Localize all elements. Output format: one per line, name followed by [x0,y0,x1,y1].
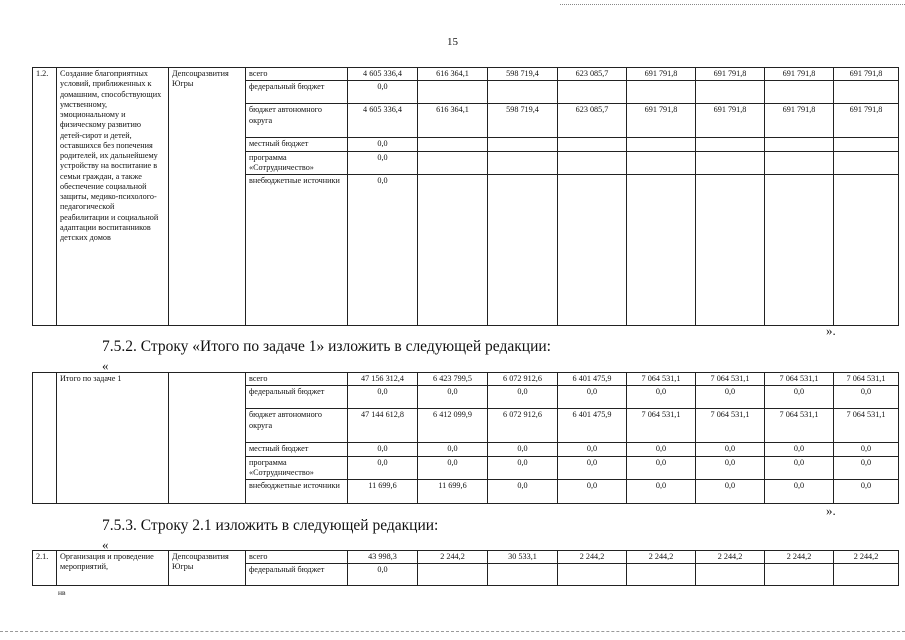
responsible-executor [169,373,246,504]
funding-source-label: программа «Сотрудничество» [246,456,348,480]
amount-year-5: 7 064 531,1 [696,373,765,386]
amount-year-3: 0,0 [558,386,627,409]
funding-source-label: местный бюджет [246,138,348,151]
funding-source-label: федеральный бюджет [246,564,348,586]
amount-year-5: 0,0 [696,386,765,409]
amount-year-5: 0,0 [696,480,765,504]
amount-year-6: 0,0 [765,443,834,456]
table-row-1-2 [32,67,899,326]
amount-year-7: 0,0 [834,456,899,480]
section-heading-7-5-2: 7.5.2. Строку «Итого по задаче 1» изложить в следующей редакции: [102,338,551,355]
page-number: 15 [447,36,458,48]
task-description: Организация и проведение мероприятий, [57,551,169,586]
amount-year-1 [418,81,488,104]
amount-year-3: 623 085,7 [558,68,627,81]
amount-year-4: 7 064 531,1 [627,373,696,386]
amount-year-2: 0,0 [488,443,558,456]
funding-source-label: всего [246,373,348,386]
amount-year-1: 0,0 [418,443,488,456]
amount-year-4 [627,175,696,326]
amount-total: 0,0 [348,386,418,409]
amount-year-1: 6 423 799,5 [418,373,488,386]
amount-year-2: 598 719,4 [488,104,558,138]
amount-total: 0,0 [348,456,418,480]
row-number [33,373,57,504]
amount-year-1: 0,0 [418,386,488,409]
amount-year-4 [627,138,696,151]
amount-year-6: 0,0 [765,456,834,480]
amount-year-7: 7 064 531,1 [834,409,899,443]
amount-year-2 [488,564,558,586]
amount-year-4: 691 791,8 [627,104,696,138]
amount-total: 43 998,3 [348,551,418,564]
amount-year-7: 0,0 [834,480,899,504]
amount-year-7: 0,0 [834,386,899,409]
top-scan-edge [560,4,905,5]
amount-year-2 [488,138,558,151]
amount-year-2: 0,0 [488,480,558,504]
amount-year-2: 30 533,1 [488,551,558,564]
amount-total: 0,0 [348,138,418,151]
amount-total: 0,0 [348,175,418,326]
amount-year-4: 691 791,8 [627,68,696,81]
amount-year-7 [834,564,899,586]
amount-year-6: 0,0 [765,386,834,409]
funding-source-label: всего [246,68,348,81]
funding-source-row [33,68,899,81]
amount-year-6: 7 064 531,1 [765,373,834,386]
amount-year-6 [765,151,834,175]
amount-year-1: 616 364,1 [418,104,488,138]
amount-year-3: 6 401 475,9 [558,373,627,386]
cropped-text-fragment: нв [58,588,66,597]
amount-year-3: 2 244,2 [558,551,627,564]
amount-year-3: 623 085,7 [558,104,627,138]
amount-year-6: 7 064 531,1 [765,409,834,443]
amount-year-1 [418,175,488,326]
funding-source-label: федеральный бюджет [246,81,348,104]
amount-year-5 [696,138,765,151]
amount-year-3 [558,564,627,586]
amount-total: 47 156 312,4 [348,373,418,386]
amount-year-3: 0,0 [558,480,627,504]
amount-year-5: 2 244,2 [696,551,765,564]
funding-source-label: программа «Сотрудничество» [246,151,348,175]
amount-year-3 [558,81,627,104]
amount-year-7: 2 244,2 [834,551,899,564]
amount-year-3: 0,0 [558,456,627,480]
amount-year-2 [488,151,558,175]
amount-year-2: 0,0 [488,456,558,480]
amount-total: 0,0 [348,564,418,586]
amount-year-4: 2 244,2 [627,551,696,564]
amount-year-5 [696,151,765,175]
funding-source-label: местный бюджет [246,443,348,456]
opening-quote: « [102,537,109,552]
funding-source-row [33,373,899,386]
funding-source-label: всего [246,551,348,564]
funding-source-label: бюджет автономного округа [246,104,348,138]
funding-source-label: федеральный бюджет [246,386,348,409]
funding-source-label: внебюджетные источники [246,480,348,504]
responsible-executor: Депсоцразвития Югры [169,68,246,326]
amount-year-5: 7 064 531,1 [696,409,765,443]
bottom-scan-edge [0,631,905,632]
amount-year-4 [627,564,696,586]
amount-year-1: 6 412 099,9 [418,409,488,443]
amount-year-1: 11 699,6 [418,480,488,504]
amount-year-3: 0,0 [558,443,627,456]
amount-year-6: 691 791,8 [765,104,834,138]
amount-year-4 [627,81,696,104]
section-heading-7-5-3: 7.5.3. Строку 2.1 изложить в следующей редакции: [102,517,439,534]
amount-year-3 [558,175,627,326]
amount-year-4 [627,151,696,175]
responsible-executor: Депсоцразвития Югры [169,551,246,586]
amount-year-5 [696,175,765,326]
task-description: Итого по задаче 1 [57,373,169,504]
funding-source-row [33,551,899,564]
amount-year-1: 616 364,1 [418,68,488,81]
amount-year-5: 0,0 [696,456,765,480]
amount-year-3 [558,138,627,151]
amount-year-2: 598 719,4 [488,68,558,81]
amount-year-7: 7 064 531,1 [834,373,899,386]
table-row-2-1 [32,550,899,586]
amount-total: 0,0 [348,443,418,456]
amount-year-5: 691 791,8 [696,104,765,138]
row-number: 2.1. [33,551,57,586]
amount-year-6: 2 244,2 [765,551,834,564]
amount-year-2 [488,81,558,104]
amount-year-3: 6 401 475,9 [558,409,627,443]
amount-year-3 [558,151,627,175]
amount-total: 0,0 [348,81,418,104]
amount-year-6: 0,0 [765,480,834,504]
amount-year-6 [765,138,834,151]
amount-year-2 [488,175,558,326]
amount-total: 4 605 336,4 [348,68,418,81]
amount-total: 0,0 [348,151,418,175]
amount-year-1 [418,151,488,175]
amount-year-4: 0,0 [627,456,696,480]
amount-year-7: 0,0 [834,443,899,456]
amount-total: 11 699,6 [348,480,418,504]
amount-year-6 [765,564,834,586]
row-number: 1.2. [33,68,57,326]
amount-year-4: 0,0 [627,480,696,504]
amount-year-7 [834,175,899,326]
amount-year-1: 0,0 [418,456,488,480]
amount-year-5: 691 791,8 [696,68,765,81]
opening-quote: « [102,358,109,373]
amount-year-5: 0,0 [696,443,765,456]
table-total-task-1 [32,372,899,504]
amount-year-6 [765,81,834,104]
funding-source-label: внебюджетные источники [246,175,348,326]
amount-total: 47 144 612,8 [348,409,418,443]
amount-total: 4 605 336,4 [348,104,418,138]
closing-quote: ». [826,503,836,518]
amount-year-1 [418,138,488,151]
amount-year-5 [696,564,765,586]
amount-year-5 [696,81,765,104]
amount-year-1: 2 244,2 [418,551,488,564]
amount-year-7 [834,151,899,175]
amount-year-1 [418,564,488,586]
amount-year-4: 0,0 [627,443,696,456]
amount-year-2: 6 072 912,6 [488,409,558,443]
amount-year-6 [765,175,834,326]
closing-quote: ». [826,323,836,338]
amount-year-2: 6 072 912,6 [488,373,558,386]
amount-year-7 [834,138,899,151]
task-description: Создание благоприятных условий, приближенных к домашним, способствующих умственному, эмоциональному и физическому развитию детей-сирот и детей, оставшихся без попечения родителей, их дальнейшему устройству на воспитание в семьи граждан, а также обеспечение социальной защиты, медико-психолого-педагогической реабилитации и социальной адаптации воспитанников детских домов [57,68,169,326]
amount-year-6: 691 791,8 [765,68,834,81]
amount-year-7 [834,81,899,104]
amount-year-4: 0,0 [627,386,696,409]
funding-source-label: бюджет автономного округа [246,409,348,443]
amount-year-7: 691 791,8 [834,104,899,138]
amount-year-4: 7 064 531,1 [627,409,696,443]
amount-year-2: 0,0 [488,386,558,409]
amount-year-7: 691 791,8 [834,68,899,81]
